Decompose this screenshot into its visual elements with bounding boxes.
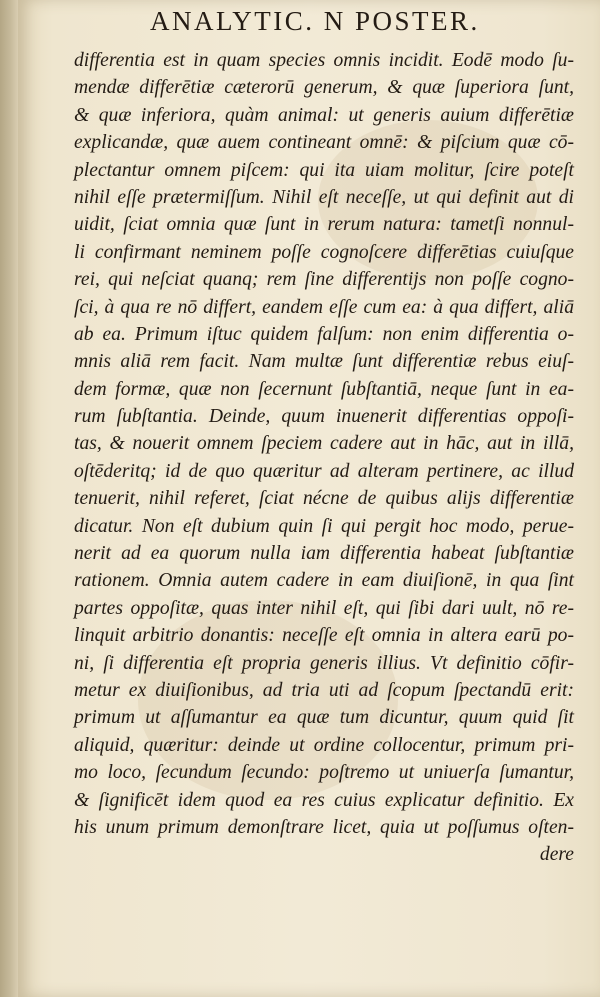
text-line: aliquid, quæritur: deinde ut ordine collocentur, primum pri- (74, 734, 574, 756)
text-line: tas, & nouerit omnem ſpeciem cadere aut in hāc, aut in illā, (74, 433, 574, 455)
text-line: nerit ad ea quorum nulla iam differentia habeat ſubſtantiæ (74, 543, 574, 565)
text-line: rum ſubſtantia. Deinde, quum inuenerit differentias oppoſi- (74, 406, 574, 428)
text-line: tenuerit, nihil referet, ſciat nécne de quibus alijs differentiæ (74, 488, 574, 510)
text-line: linquit arbitrio donantis: neceſſe eſt omnia in altera earū po- (74, 625, 574, 647)
text-line: mendæ differētiæ cæterorū generum, & quæ ſuperiora ſunt, (74, 77, 574, 99)
text-line: dicatur. Non eſt dubium quin ſi qui pergit hoc modo, perue- (74, 515, 574, 537)
text-line: differentia est in quam species omnis incidit. Eodē modo ſu- (74, 50, 574, 71)
text-line: li confirmant neminem poſſe cognoſcere differētias cuiuſque (74, 241, 574, 263)
text-line: rationem. Omnia autem cadere in eam diuiſionē, in qua ſint (74, 570, 574, 592)
text-line: dem formæ, quæ non ſecernunt ſubſtantiā, neque ſunt in ea- (74, 378, 574, 400)
text-line: mnis aliā rem facit. Nam multæ ſunt differentiæ rebus eiuſ- (74, 351, 574, 373)
text-line: ab ea. Primum iſtuc quidem falſum: non enim differentia o- (74, 323, 574, 345)
text-line: primum ut aſſumantur ea quæ tum dicuntur, quum quid ſit (74, 707, 574, 729)
running-head: ANALYTIC. N POSTER. (150, 6, 480, 36)
text-line: & ſignificēt idem quod ea res cuius explicatur definitio. Ex (74, 789, 574, 811)
body-text (74, 47, 574, 869)
text-line: & quæ inferiora, quàm animal: ut generis auium differētiæ (74, 104, 574, 126)
text-line: nihil eſſe prætermiſſum. Nihil eſt neceſſe, ut qui definit aut di (74, 186, 574, 208)
text-line: uidit, ſciat omnia quæ ſunt in rerum natura: tametſi nonnul- (74, 214, 574, 236)
text-line: ſci, à qua re nō differt, eandem eſſe cum ea: à qua differt, aliā (74, 296, 574, 318)
text-line: metur ex diuiſionibus, ad tria uti ad ſcopum ſpectandū erit: (74, 679, 574, 701)
text-line: mo loco, ſecundum ſecundo: poſtremo ut uniuerſa ſumantur, (74, 762, 574, 784)
text-line: rei, qui neſciat quanq; rem ſine differentijs non poſſe cogno- (74, 269, 574, 291)
book-gutter (0, 0, 18, 997)
text-line: ni, ſi differentia eſt propria generis illius. Vt definitio cōfir- (74, 652, 574, 674)
text-line: oſtēderitq; id de quo quæritur ad alteram pertinere, ac illud (74, 460, 574, 482)
text-line: dere (539, 844, 574, 866)
text-line: plectantur omnem piſcem: qui ita uiam molitur, ſcire poteſt (74, 159, 574, 181)
text-line: explicandæ, quæ auem contineant omnē: & piſcium quæ cō- (74, 132, 574, 154)
text-line: his unum primum demonſtrare licet, quia ut poſſumus oſten- (74, 816, 574, 838)
text-line: partes oppoſitæ, quas inter nihil eſt, qui ſibi dari uult, nō re- (74, 597, 574, 619)
